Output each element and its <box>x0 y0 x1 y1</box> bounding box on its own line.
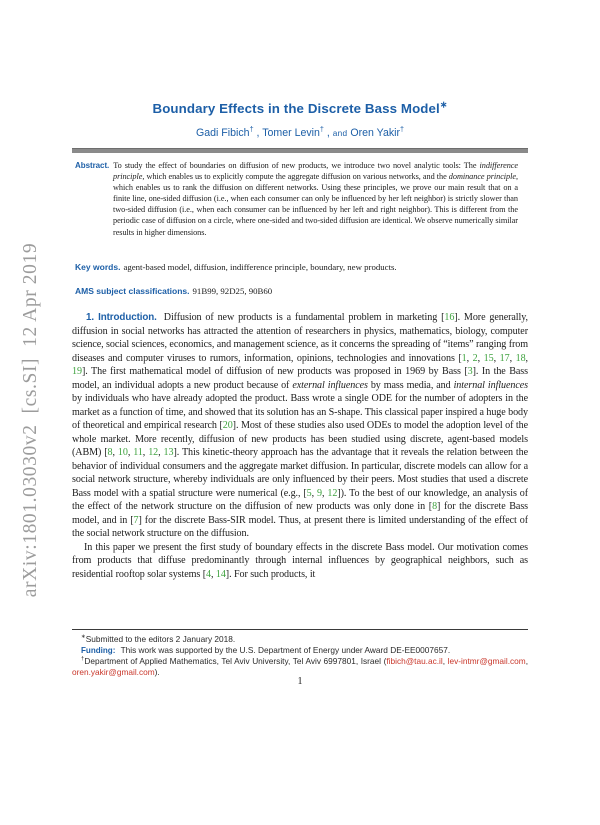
keywords-block <box>75 262 523 272</box>
header-rule <box>72 148 528 153</box>
email-link[interactable]: oren.yakir@gmail.com <box>72 666 155 677</box>
ams-label: AMS subject classifications. <box>75 286 190 296</box>
intro-paragraph-1: 1. Introduction. Diffusion of new products is a fundamental problem in marketing [16]. More generally, diffusion in social networks has attracted the attention of researchers in physics, mathematics, biology, computer science, social sciences, economics, and management science, as it concerns the spreading of “items” ranging from diseases and computer viruses to rumors, information, opinions, technologies and innovations [1, 2, 15, 17, 18, 19]. The first mathematical model of diffusion of new products was proposed in 1969 by Bass [3]. In the Bass model, an individual adopts a new product because of external influences by mass media, and internal influences by individuals who have already adopted the product. Bass wrote a single ODE for the number of adopters in the market as a function of time, and showed that its solution has an S-shape. This classical paper inspired a huge body of theoretical and empirical research [20]. Most of these studies also used ODEs to model the adoption level of the whole market. More recently, diffusion of new products has been studied using discrete, agent-based models (ABM) [8, 10, 11, 12, 13]. This kinetic-theory approach has the advantage that it reveals the relation between the behavior of individual consumers and the aggregate market diffusion. In particular, discrete models can allow for a social network structure, whereby individuals are only influenced by their peers. Most studies that used a discrete Bass model with a spatial structure were numerical (e.g., [5, 9, 12]). To the best of our knowledge, an analysis of the effect of the network structure on the diffusion of new products was only done in [8] for the discrete Bass model, and in [7] for the discrete Bass-SIR model. Thus, at present there is limited understanding of the effect of the social network structure on the diffusion. <box>72 312 528 539</box>
email-link[interactable]: fibich@tau.ac.il <box>386 656 443 667</box>
citation-link[interactable]: 10 <box>117 447 128 458</box>
footnotes-block <box>72 629 528 677</box>
citation-link[interactable]: 16 <box>444 312 455 323</box>
keywords-label: Key words. <box>75 262 121 272</box>
introduction-section <box>72 311 528 630</box>
citation-link[interactable]: 14 <box>215 568 226 580</box>
abstract-text: To study the effect of boundaries on diffusion of new products, we introduce two novel analytic tools: The indifference principle, which enables us to explicitly compute the aggregate diffusion on various networks, and the dominance principle, which enables us to rank the diffusion on different networks. Using these principles, we prove our main result that on a finite line, one-sided diffusion (i.e., when each consumer can only be influenced by her left neighbor) is strictly slower than two-sided diffusion (i.e., when each consumer can be influenced by her left and right neighbor). This is different from the periodic case of diffusion on a circle, where one-sided and two-sided diffusion are identical. We observe numerically similar results in higher dimensions. <box>113 161 518 237</box>
citation-link[interactable]: 19 <box>72 366 82 377</box>
footnote-rule <box>72 629 528 630</box>
footnote-affiliation: †Department of Applied Mathematics, Tel Aviv University, Tel Aviv 6997801, Israel (fibich@tau.ac.il, lev-intmr@gmail.com, oren.yakir@gmail.com). <box>72 656 528 677</box>
intro-paragraph-2: In this paper we present the first study of boundary effects in the discrete Bass model. Our motivation comes from products that diffuse predominantly through internal influences by geographical neighbors, such as residential rooftop solar systems [4, 14]. For such products, it <box>72 541 528 580</box>
citation-link[interactable]: 8 <box>107 447 113 458</box>
paper-content <box>72 0 528 825</box>
citation-link[interactable]: 9 <box>317 487 322 499</box>
authors-byline: Gadi Fibich† , Tomer Levin† , and Oren Yakir† <box>195 124 405 139</box>
citation-link[interactable]: 3 <box>467 366 473 377</box>
citation-link[interactable]: 4 <box>206 568 211 580</box>
citation-link[interactable]: 12 <box>327 487 338 499</box>
citation-link[interactable]: 8 <box>432 501 438 512</box>
page-number: 1 <box>297 676 303 687</box>
ams-block <box>75 286 523 296</box>
ams-text: 91B99, 92D25, 90B60 <box>192 286 273 296</box>
citation-link[interactable]: 20 <box>222 420 233 431</box>
paper-title: Boundary Effects in the Discrete Bass Model∗ <box>152 99 448 116</box>
citation-link[interactable]: 7 <box>133 514 139 526</box>
footnote-submitted: ∗Submitted to the editors 2 January 2018. <box>81 634 236 644</box>
abstract-block <box>75 160 518 238</box>
abstract-label: Abstract. <box>75 161 110 170</box>
citation-link[interactable]: 15 <box>483 352 494 364</box>
citation-link[interactable]: 11 <box>133 447 143 458</box>
citation-link[interactable]: 2 <box>472 352 478 364</box>
citation-link[interactable]: 12 <box>148 447 159 458</box>
citation-link[interactable]: 1 <box>461 352 467 364</box>
arxiv-watermark: arXiv:1801.03030v2 [cs.SI] 12 Apr 2019 <box>20 242 41 598</box>
citation-link[interactable]: 18 <box>515 352 526 364</box>
footnote-funding: Funding: This work was supported by the U.S. Department of Energy under Award DE-EE0007657. <box>81 644 451 655</box>
citation-link[interactable]: 5 <box>306 487 312 499</box>
keywords-text: agent-based model, diffusion, indifference principle, boundary, new products. <box>123 262 397 272</box>
citation-link[interactable]: 13 <box>163 447 174 458</box>
citation-link[interactable]: 17 <box>499 352 510 364</box>
email-link[interactable]: lev-intmr@gmail.com <box>447 656 526 667</box>
